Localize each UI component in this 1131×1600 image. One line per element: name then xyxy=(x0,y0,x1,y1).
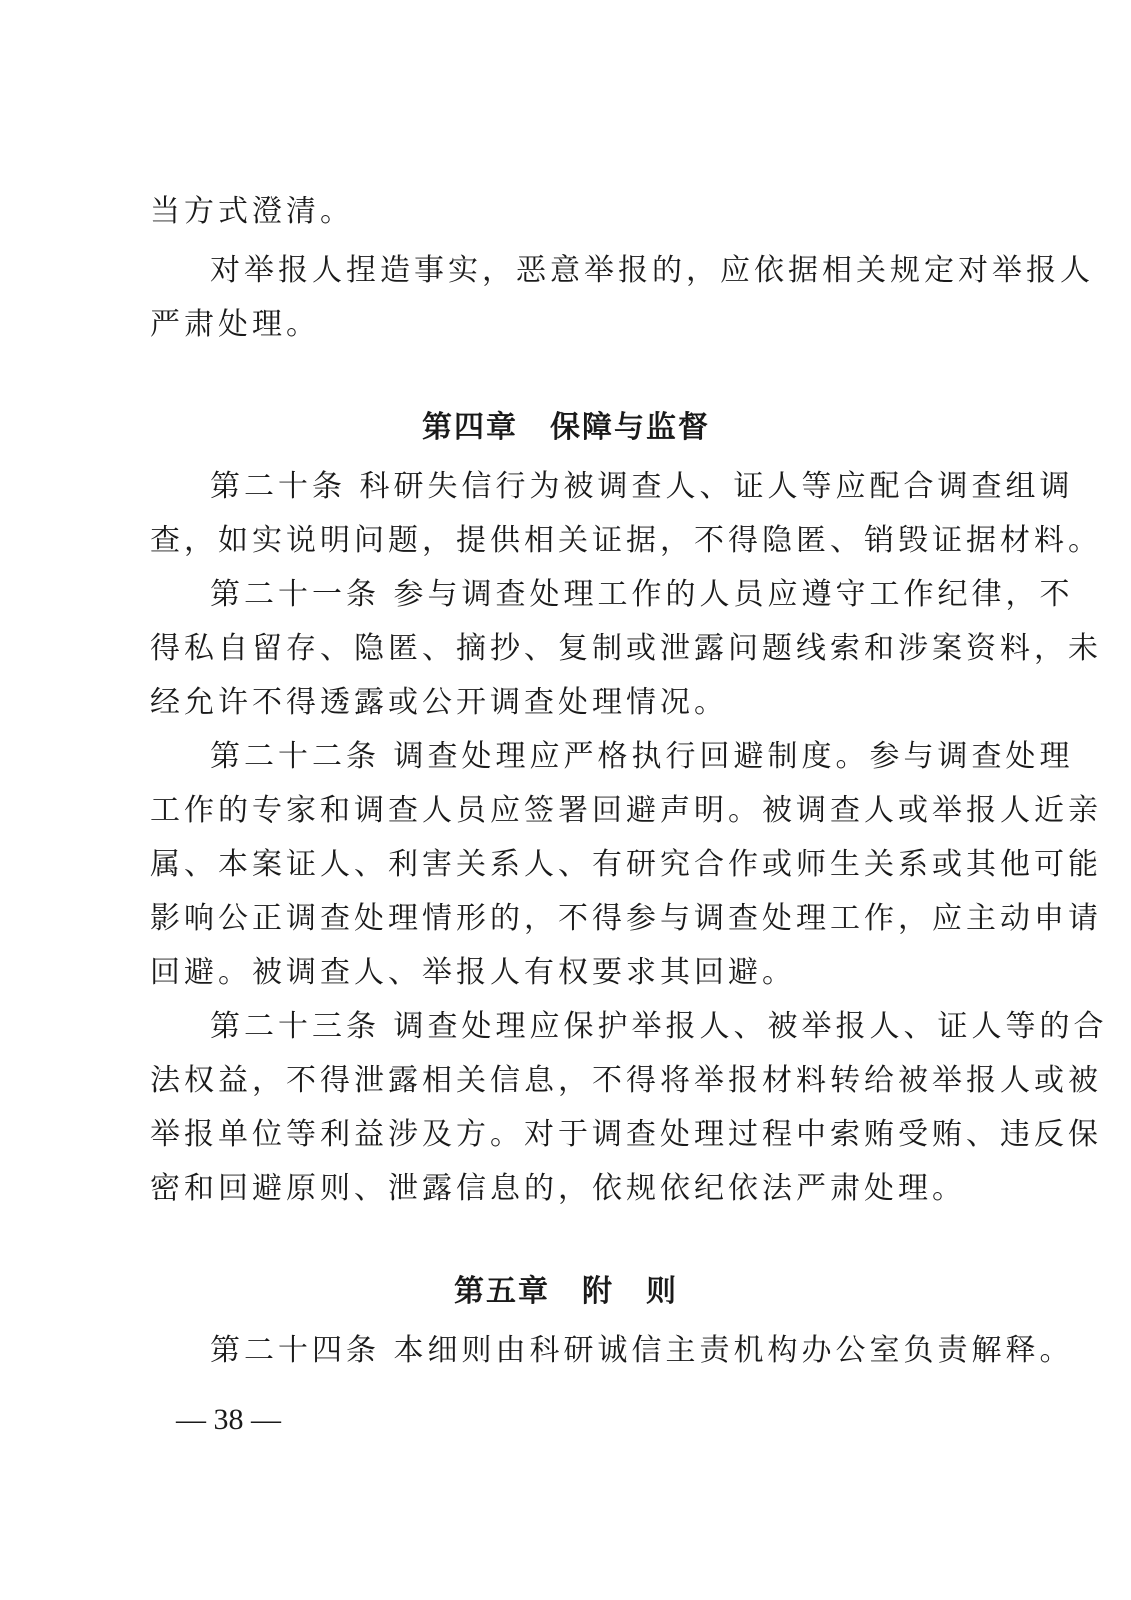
chapter-heading: 第四章 保障与监督 xyxy=(422,410,710,445)
paragraph-line: 当方式澄清。 xyxy=(150,194,354,229)
paragraph-line: 第二十条 科研失信行为被调查人、证人等应配合调查组调 xyxy=(210,469,1074,504)
paragraph-line: 第二十四条 本细则由科研诚信主责机构办公室负责解释。 xyxy=(210,1333,1074,1368)
chapter-heading: 第五章 附 则 xyxy=(454,1274,678,1309)
paragraph-line: 得私自留存、隐匿、摘抄、复制或泄露问题线索和涉案资料，未 xyxy=(150,631,1102,666)
paragraph-line: 工作的专家和调查人员应签署回避声明。被调查人或举报人近亲 xyxy=(150,793,1102,828)
paragraph-line: 举报单位等利益涉及方。对于调查处理过程中索贿受贿、违反保 xyxy=(150,1117,1102,1152)
page-number: — 38 — xyxy=(176,1403,281,1436)
paragraph-line: 经允许不得透露或公开调查处理情况。 xyxy=(150,685,728,720)
paragraph-line: 对举报人捏造事实，恶意举报的，应依据相关规定对举报人 xyxy=(210,253,1094,288)
paragraph-line: 影响公正调查处理情形的，不得参与调查处理工作，应主动申请 xyxy=(150,901,1102,936)
paragraph-line: 法权益，不得泄露相关信息，不得将举报材料转给被举报人或被 xyxy=(150,1063,1102,1098)
paragraph-line: 第二十二条 调查处理应严格执行回避制度。参与调查处理 xyxy=(210,739,1074,774)
paragraph-line: 第二十一条 参与调查处理工作的人员应遵守工作纪律，不 xyxy=(210,577,1074,612)
paragraph-line: 密和回避原则、泄露信息的，依规依纪依法严肃处理。 xyxy=(150,1171,966,1206)
paragraph-line: 第二十三条 调查处理应保护举报人、被举报人、证人等的合 xyxy=(210,1009,1108,1044)
paragraph-line: 回避。被调查人、举报人有权要求其回避。 xyxy=(150,955,796,990)
paragraph-line: 查，如实说明问题，提供相关证据，不得隐匿、销毁证据材料。 xyxy=(150,523,1102,558)
paragraph-line: 属、本案证人、利害关系人、有研究合作或师生关系或其他可能 xyxy=(150,847,1102,882)
paragraph-line: 严肃处理。 xyxy=(150,307,320,342)
